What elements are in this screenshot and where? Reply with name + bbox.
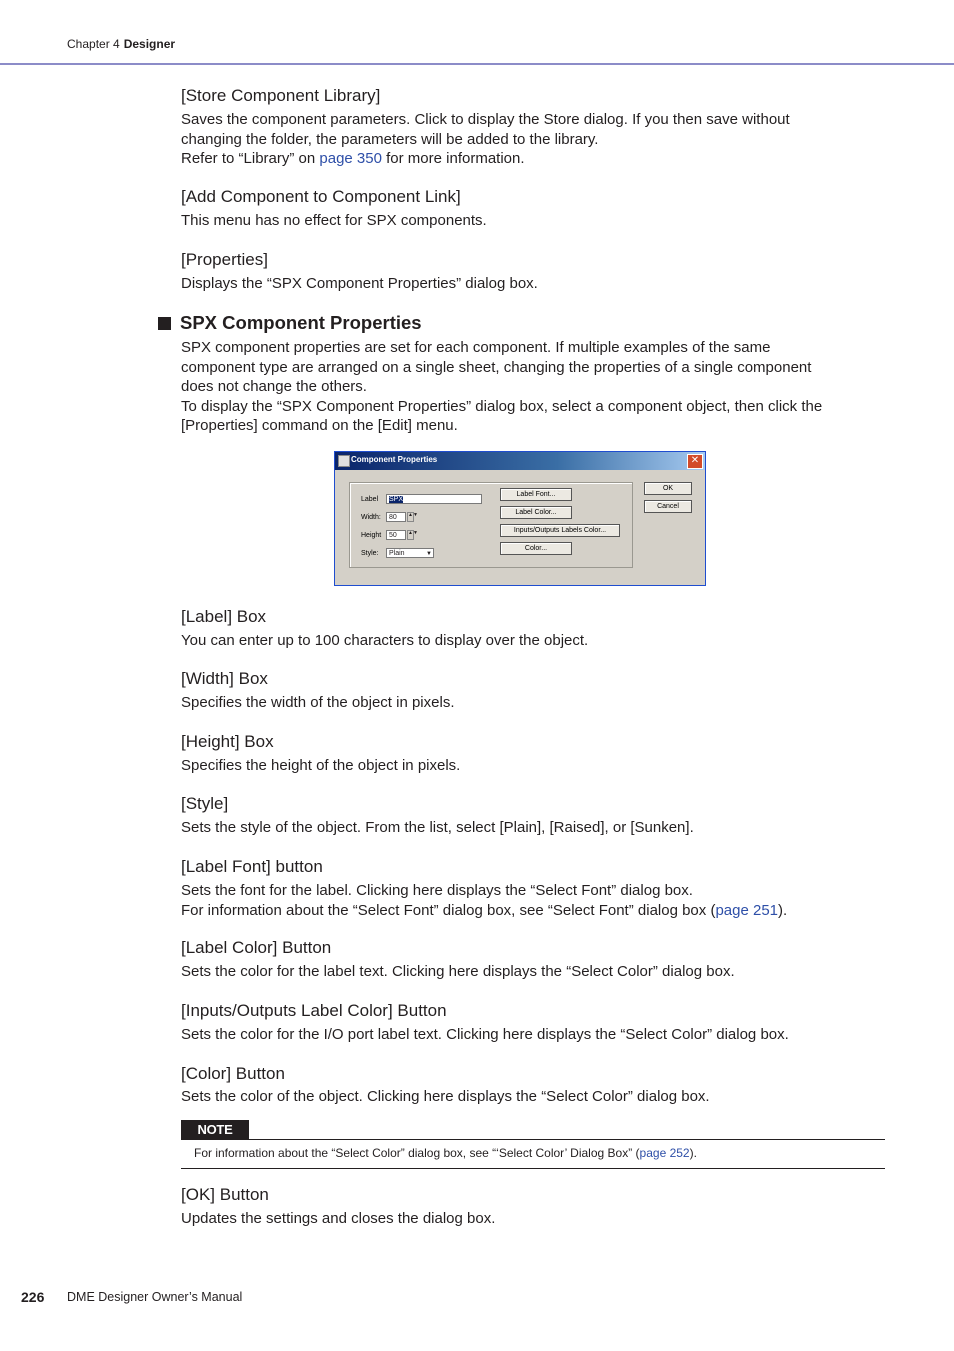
label-font-button[interactable]: Label Font... xyxy=(500,488,572,501)
label-color-heading: [Label Color] Button xyxy=(181,938,332,957)
store-line: Saves the component parameters. Click to display the Store dialog. If you then save without xyxy=(181,111,790,128)
app-icon xyxy=(338,455,350,467)
height-box-heading: [Height] Box xyxy=(181,732,274,751)
ok-button[interactable]: OK xyxy=(644,482,692,495)
section-title: SPX Component Properties xyxy=(158,312,422,334)
note-bottom-rule xyxy=(181,1168,885,1169)
note-tag: NOTE xyxy=(181,1120,249,1140)
ok-text: Updates the settings and closes the dialog box. xyxy=(181,1210,496,1227)
dialog-title-bar xyxy=(335,452,705,470)
store-paragraph xyxy=(181,110,886,169)
page-number: 226 xyxy=(21,1289,45,1305)
store-heading: [Store Component Library] xyxy=(181,86,381,105)
label-box-text: You can enter up to 100 characters to display over the object. xyxy=(181,632,589,649)
page-link[interactable]: page 350 xyxy=(319,150,382,167)
cancel-button[interactable]: Cancel xyxy=(644,500,692,513)
width-caption: Width: xyxy=(361,514,381,521)
note-text: For information about the “Select Color” dialog box, see “‘Select Color’ Dialog Box” (page 252). xyxy=(194,1146,697,1160)
io-color-text: Sets the color for the I/O port label text. Clicking here displays the “Select Color” dialog box. xyxy=(181,1026,789,1043)
note-top-rule xyxy=(181,1139,885,1140)
label-color-button[interactable]: Label Color... xyxy=(500,506,572,519)
style-caption: Style: xyxy=(361,550,379,557)
properties-text: Displays the “SPX Component Properties” dialog box. xyxy=(181,275,538,292)
height-box-text: Specifies the height of the object in pixels. xyxy=(181,757,461,774)
style-heading: [Style] xyxy=(181,794,229,813)
ok-heading: [OK] Button xyxy=(181,1185,269,1204)
page-link[interactable]: page 251 xyxy=(715,901,779,919)
spx-paragraph: SPX component properties are set for each component. If multiple examples of the same component type are arranged on a single sheet, changing the properties of a single component does not change the others. To display the “SPX Component Properties” dialog box, select a component object, then click the [Properties] command on the [Edit] menu. xyxy=(181,339,823,434)
properties-group xyxy=(349,482,633,568)
add-link-heading: [Add Component to Component Link] xyxy=(181,187,461,206)
chapter-name: Designer xyxy=(123,37,176,51)
style-text: Sets the style of the object. From the list, select [Plain], [Raised], or [Sunken]. xyxy=(181,819,694,836)
label-input[interactable]: SPX xyxy=(386,494,482,504)
color-button[interactable]: Color... xyxy=(500,542,572,555)
square-bullet-icon xyxy=(158,317,171,330)
component-properties-dialog xyxy=(334,451,706,586)
width-input[interactable]: 80 xyxy=(386,512,406,522)
io-label-color-button[interactable]: Inputs/Outputs Labels Color... xyxy=(500,524,620,537)
height-caption: Height xyxy=(361,532,382,539)
properties-heading: [Properties] xyxy=(181,250,268,269)
label-caption: Label xyxy=(361,496,379,503)
height-spin-icon[interactable]: ▲▼ xyxy=(407,530,414,540)
chapter-number: Chapter 4 xyxy=(67,37,120,51)
chevron-down-icon: ▼ xyxy=(426,551,432,557)
store-line: changing the folder, the parameters will be added to the library. xyxy=(181,130,599,148)
color-text: Sets the color of the object. Clicking here displays the “Select Color” dialog box. xyxy=(181,1088,710,1105)
color-heading: [Color] Button xyxy=(181,1064,285,1083)
chapter-header xyxy=(67,37,175,51)
io-color-heading: [Inputs/Outputs Label Color] Button xyxy=(181,1001,447,1020)
add-link-text: This menu has no effect for SPX components. xyxy=(181,212,487,229)
header-rule xyxy=(0,63,954,65)
dialog-title: Component Properties xyxy=(351,455,438,464)
width-box-heading: [Width] Box xyxy=(181,669,268,688)
manual-title: DME Designer Owner’s Manual xyxy=(67,1290,243,1304)
style-select[interactable]: Plain ▼ xyxy=(386,548,434,558)
label-font-paragraph: Sets the font for the label. Clicking here displays the “Select Font” dialog box. For information about the “Select Font” dialog box, see “Select Font” dialog box (page 251). xyxy=(181,882,788,919)
width-box-text: Specifies the width of the object in pixels. xyxy=(181,694,455,711)
height-input[interactable]: 50 xyxy=(386,530,406,540)
close-icon[interactable]: ✕ xyxy=(687,454,703,469)
label-font-heading: [Label Font] button xyxy=(181,857,323,876)
store-line: Refer to “Library” on page 350 for more information. xyxy=(181,150,525,167)
page-link[interactable]: page 252 xyxy=(639,1146,690,1160)
width-spin-icon[interactable]: ▲▼ xyxy=(407,512,414,522)
label-box-heading: [Label] Box xyxy=(181,607,267,626)
label-color-text: Sets the color for the label text. Clicking here displays the “Select Color” dialog box. xyxy=(181,963,735,980)
